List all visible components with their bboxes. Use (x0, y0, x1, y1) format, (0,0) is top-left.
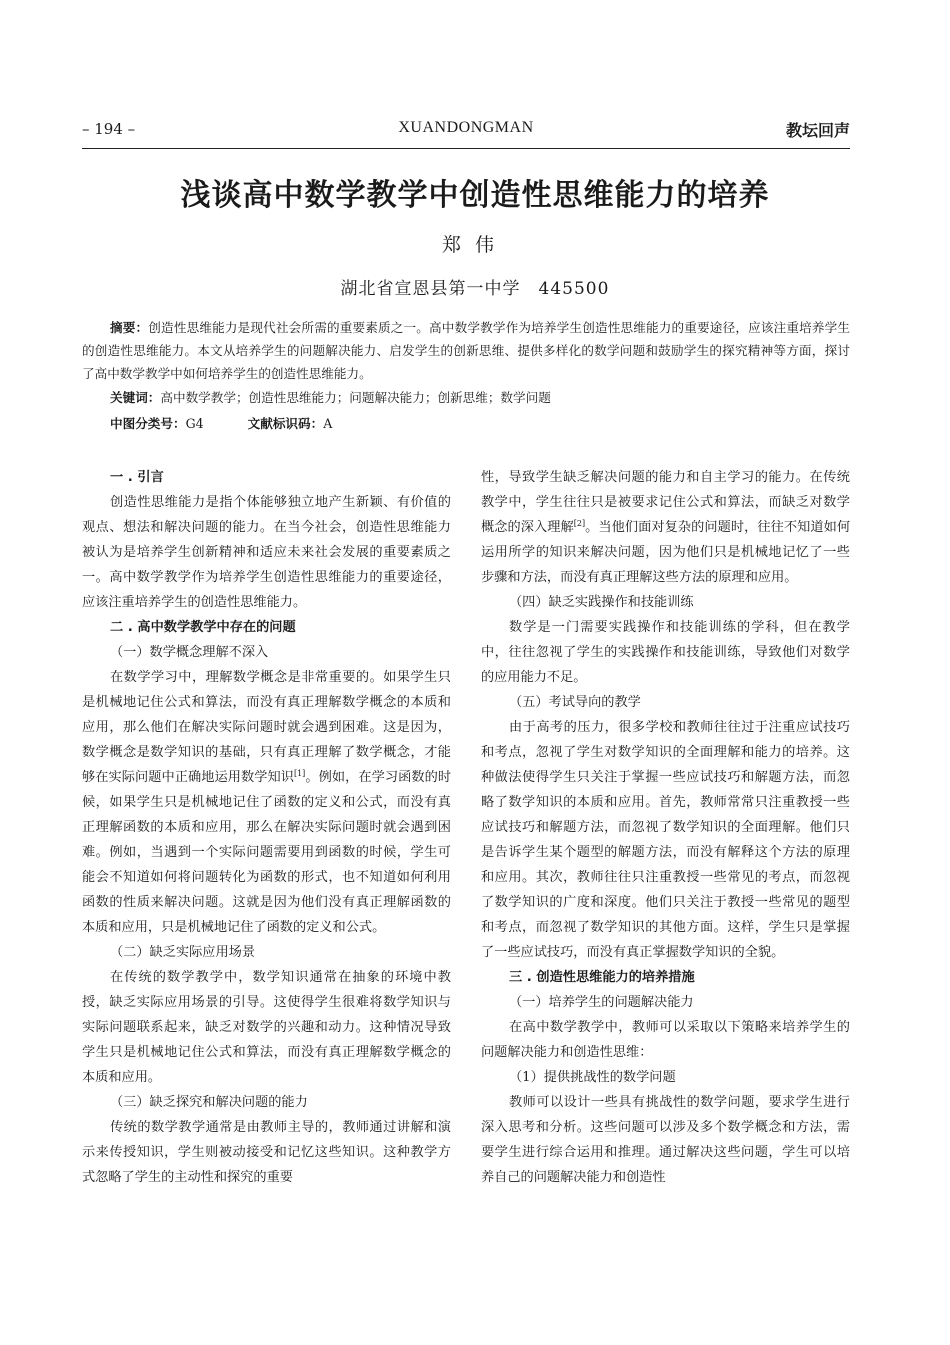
author-affiliation: 湖北省宣恩县第一中学 445500 (340, 279, 610, 299)
paragraph: 教师可以设计一些具有挑战性的数学问题，要求学生进行深入思考和分析。这些问题可以涉及多个数学概念和方法，需要学生进行综合运用和推理。通过解决这些问题，学生可以培养自己的问题解决能力和创造性 (481, 1095, 850, 1185)
journal-name: XUANDONGMAN (398, 119, 534, 136)
section-heading: 一 . 引言 (110, 470, 164, 485)
doc-code-label: 文献标识码： (247, 416, 324, 431)
classification-line (82, 411, 850, 437)
section-heading: 二 . 高中数学教学中存在的问题 (110, 620, 296, 635)
paragraph: 在高中数学教学中，教师可以采取以下策略来培养学生的问题解决能力和创造性思维： (481, 1020, 850, 1060)
article-title: 浅谈高中数学教学中创造性思维能力的培养 (180, 178, 770, 213)
subsection-heading: （一）培养学生的问题解决能力 (509, 995, 694, 1010)
paragraph: 在数学学习中，理解数学概念是非常重要的。如果学生只是机械地记住公式和算法，而没有真正理解数学概念的本质和应用，那么他们在解决实际问题时就会遇到困难。这是因为，数学概念是数学知识的基础，只有真正理解了数学概念，才能够在实际问题中正确地运用数学知识[1]。例如，在学习函数的时候，如果学生只是机械地记住了函数的定义和公式，而没有真正理解函数的本质和应用，那么在解决实际问题时就会遇到困难。例如，当遇到一个实际问题需要用到函数的时候，学生可能会不知道如何将问题转化为函数的形式，也不知道如何利用函数的性质来解决问题。这就是因为他们没有真正理解函数的本质和应用，只是机械地记住了函数的定义和公式。 (82, 670, 452, 935)
paragraph: 传统的数学教学通常是由教师主导的，教师通过讲解和演示来传授知识，学生则被动接受和记忆这些知识。这种教学方式忽略了学生的主动性和探究的重要 (82, 1120, 451, 1185)
abstract-label: 摘要： (110, 320, 149, 335)
subsection-heading: （一）数学概念理解不深入 (110, 645, 269, 660)
paragraph: 创造性思维能力是指个体能够独立地产生新颖、有价值的观点、想法和解决问题的能力。在当今社会，创造性思维能力被认为是培养学生创新精神和适应未来社会发展的重要素质之一。高中数学教学作为培养学生创造性思维能力的重要途径，应该注重培养学生的创造性思维能力。 (82, 495, 451, 610)
subsection-heading: （四）缺乏实践操作和技能训练 (509, 595, 694, 610)
column-name: 教坛回声 (785, 121, 850, 140)
keywords-label: 关键词： (110, 390, 161, 405)
author-name: 郑伟 (441, 234, 508, 256)
page-number: – 194 – (82, 120, 136, 138)
keywords-line (82, 385, 850, 411)
abstract-paragraph (82, 316, 850, 385)
subsection-heading: （二）缺乏实际应用场景 (110, 945, 256, 960)
abstract-text: 创造性思维能力是现代社会所需的重要素质之一。高中数学教学作为培养学生创造性思维能力的重要途径，应该注重培养学生的创造性思维能力。本文从培养学生的问题解决能力、启发学生的创新思维、提供多样化的数学问题和鼓励学生的探究精神等方面，探讨了高中数学教学中如何培养学生的创造性思维能力。 (82, 320, 851, 381)
keywords-text: 高中数学教学；创造性思维能力；问题解决能力；创新思维；数学问题 (160, 390, 551, 405)
section-heading: 三 . 创造性思维能力的培养措施 (509, 970, 695, 985)
subsection-heading: （五）考试导向的教学 (509, 695, 641, 710)
citation-ref[interactable]: [1] (293, 769, 306, 778)
subsection-heading: （1）提供挑战性的数学问题 (509, 1070, 676, 1085)
clc-label: 中图分类号： (110, 416, 186, 431)
paragraph: 由于高考的压力，很多学校和教师往往过于注重应试技巧和考点，忽视了学生对数学知识的全面理解和能力的培养。这种做法使得学生只关注于掌握一些应试技巧和解题方法，而忽略了数学知识的本质和应用。首先，教师常常只注重教授一些应试技巧和解题方法，而忽视了数学知识的全面理解。他们只是告诉学生某个题型的解题方法，而没有解释这个方法的原理和应用。其次，教师往往只注重教授一些常见的考点，而忽视了数学知识的广度和深度。他们只关注于教授一些常见的题型和考点，而忽视了数学知识的其他方面。这样，学生只是掌握了一些应试技巧，而没有真正掌握数学知识的全貌。 (481, 720, 850, 960)
paragraph: 在传统的数学教学中，数学知识通常在抽象的环境中教授，缺乏实际应用场景的引导。这使得学生很难将数学知识与实际问题联系起来，缺乏对数学的兴趣和动力。这种情况导致学生只是机械地记住公式和算法，而没有真正理解数学概念的本质和应用。 (82, 970, 451, 1085)
clc-value: G4 (185, 416, 204, 431)
citation-ref[interactable]: [2] (573, 519, 586, 528)
running-header (82, 118, 850, 149)
doc-code-value: A (323, 416, 333, 431)
subsection-heading: （三）缺乏探究和解决问题的能力 (110, 1095, 308, 1110)
paragraph: 性，导致学生缺乏解决问题的能力和自主学习的能力。在传统教学中，学生往往只是被要求记住公式和算法，而缺乏对数学概念的深入理解[2]。当他们面对复杂的问题时，往往不知道如何运用所学的知识来解决问题，因为他们只是机械地记忆了一些步骤和方法，而没有真正理解这些方法的原理和应用。 (481, 470, 851, 585)
left-column (82, 465, 451, 1190)
paragraph: 数学是一门需要实践操作和技能训练的学科，但在教学中，往往忽视了学生的实践操作和技能训练，导致他们对数学的应用能力不足。 (481, 620, 850, 685)
right-column (481, 465, 850, 1190)
abstract-block (82, 316, 850, 437)
